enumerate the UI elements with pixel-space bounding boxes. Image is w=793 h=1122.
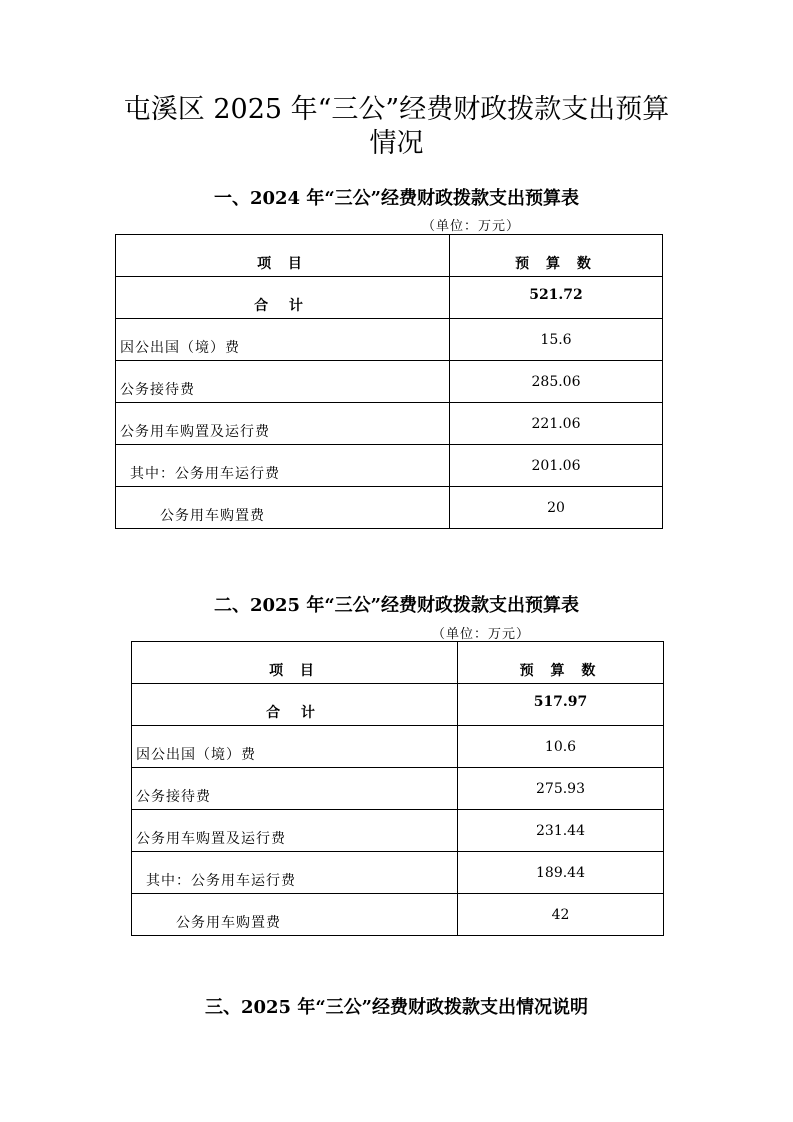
row-value: 10.6: [458, 726, 664, 768]
row-value: 221.06: [450, 403, 663, 445]
unit-label-2024: （单位：万元）: [422, 219, 521, 234]
table-row: [132, 810, 664, 852]
row-label: 公务接待费: [132, 768, 458, 810]
col-header-amount: 预 算 数: [458, 642, 664, 684]
row-label: 公务用车购置及运行费: [116, 403, 450, 445]
unit-label-2025: （单位：万元）: [432, 627, 531, 642]
row-label: 因公出国（境）费: [116, 319, 450, 361]
section-title-2024: 一、2024 年“三公”经费财政拨款支出预算表: [213, 188, 580, 209]
row-label: 合 计: [116, 277, 450, 319]
row-value: 42: [458, 894, 664, 936]
table-row: [116, 403, 663, 445]
row-label: 公务用车购置费: [116, 487, 450, 529]
table-row: [132, 852, 664, 894]
row-value: 285.06: [450, 361, 663, 403]
table-row-total: [116, 277, 663, 319]
row-value: 275.93: [458, 768, 664, 810]
col-header-item: 项 目: [116, 235, 450, 277]
row-label: 因公出国（境）费: [132, 726, 458, 768]
row-label: 公务用车购置费: [132, 894, 458, 936]
table-row: [116, 361, 663, 403]
section-title-2025: 二、2025 年“三公”经费财政拨款支出预算表: [213, 595, 580, 616]
col-header-amount: 预 算 数: [450, 235, 663, 277]
table-row: [116, 445, 663, 487]
row-label: 公务用车购置及运行费: [132, 810, 458, 852]
table-row: [132, 894, 664, 936]
table-row: [116, 319, 663, 361]
page-title: 屯溪区 2025 年“三公”经费财政拨款支出预算情况: [123, 94, 670, 159]
table-row: [116, 487, 663, 529]
row-value: 517.97: [458, 684, 664, 726]
row-label: 其中：公务用车运行费: [132, 852, 458, 894]
row-label: 公务接待费: [116, 361, 450, 403]
budget-table-2025: [131, 641, 664, 936]
row-value: 231.44: [458, 810, 664, 852]
row-label: 其中：公务用车运行费: [116, 445, 450, 487]
row-value: 521.72: [450, 277, 663, 319]
table-row-total: [132, 684, 664, 726]
col-header-item: 项 目: [132, 642, 458, 684]
section-title-explanation: 三、2025 年“三公”经费财政拨款支出情况说明: [204, 997, 589, 1018]
table-row: [132, 768, 664, 810]
budget-table-2024: [115, 234, 663, 529]
row-value: 201.06: [450, 445, 663, 487]
row-value: 189.44: [458, 852, 664, 894]
row-value: 15.6: [450, 319, 663, 361]
row-label: 合 计: [132, 684, 458, 726]
table-row: [132, 726, 664, 768]
table-header-row: [116, 235, 663, 277]
row-value: 20: [450, 487, 663, 529]
table-header-row: [132, 642, 664, 684]
